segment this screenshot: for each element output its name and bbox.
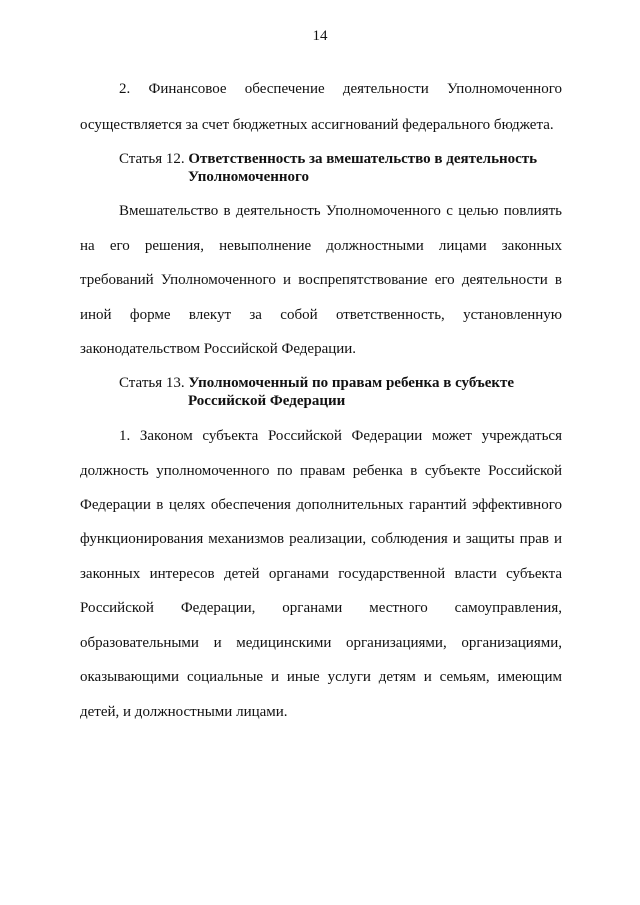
article-13-line-3: Федерации в целях обеспечения дополнительных гарантий эффективного xyxy=(80,497,562,513)
article-13-line-6: Российской Федерации, органами местного самоуправления, xyxy=(80,600,562,616)
article-12-line-2: на его решения, невыполнение должностными лицами законных xyxy=(80,238,562,254)
article-13-line-4: функционирования механизмов реализации, соблюдения и защиты прав и xyxy=(80,531,562,547)
article-13-heading xyxy=(119,374,569,410)
article-13-line-8: оказывающими социальные и иные услуги детям и семьям, имеющим xyxy=(80,669,562,685)
para-2-line-2: осуществляется за счет бюджетных ассигнований федерального бюджета. xyxy=(80,117,554,133)
article-13-line-7: образовательными и медицинскими организациями, организациями, xyxy=(80,635,562,651)
article-13-line-9: детей, и должностными лицами. xyxy=(80,704,288,720)
article-12-heading xyxy=(119,150,569,186)
page-number: 14 xyxy=(312,28,328,44)
article-13-line-2: должность уполномоченного по правам ребенка в субъекте Российской xyxy=(80,463,562,479)
article-12-title-line-2: Уполномоченного xyxy=(188,169,309,185)
para-2-line-1: 2. Финансовое обеспечение деятельности Уполномоченного xyxy=(119,81,562,97)
article-13-line-5: законных интересов детей органами государственной власти субъекта xyxy=(80,566,562,582)
article-13-prefix: Статья 13. xyxy=(119,375,185,391)
article-13-title-line-1: Уполномоченный по правам ребенка в субъекте xyxy=(188,375,515,391)
article-12-line-1: Вмешательство в деятельность Уполномоченного с целью повлиять xyxy=(119,203,562,219)
article-12-line-4: иной форме влекут за собой ответственность, установленную xyxy=(80,307,562,323)
article-12-line-3: требований Уполномоченного и воспрепятствование его деятельности в xyxy=(80,272,562,288)
article-13-title-line-2: Российской Федерации xyxy=(188,393,346,409)
article-12-title-line-1: Ответственность за вмешательство в деятельность xyxy=(188,151,538,167)
article-13-line-1: 1. Законом субъекта Российской Федерации может учреждаться xyxy=(119,428,562,444)
article-12-line-5: законодательством Российской Федерации. xyxy=(80,341,357,357)
article-12-prefix: Статья 12. xyxy=(119,151,185,167)
